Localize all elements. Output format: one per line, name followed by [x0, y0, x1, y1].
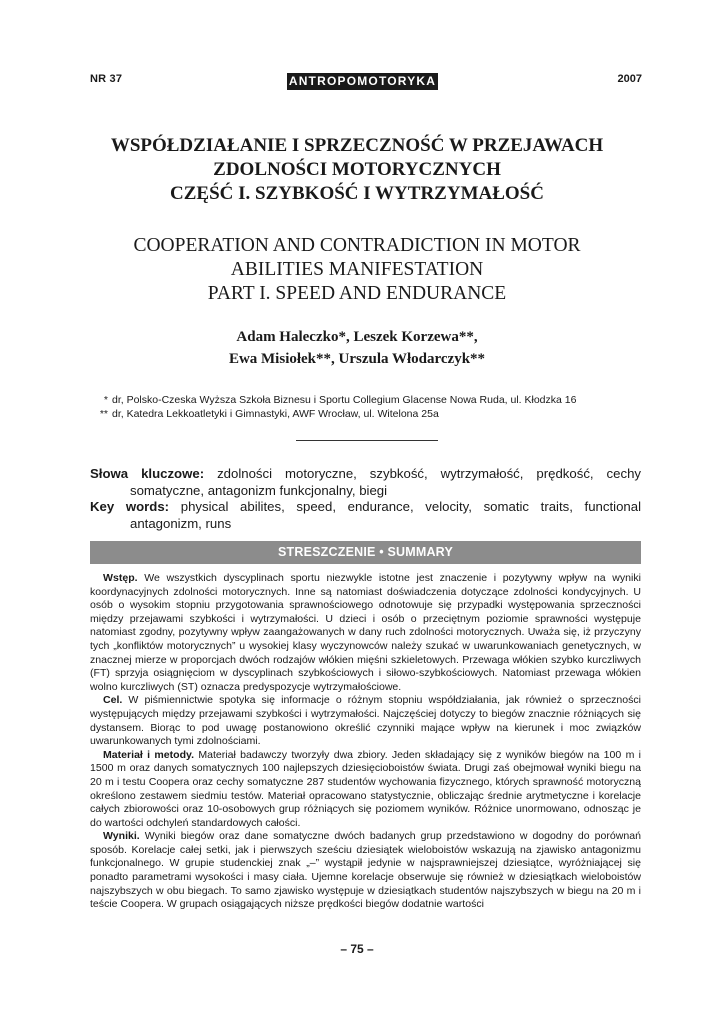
keywords-en-label: Key words:: [90, 499, 170, 514]
section-text: Materiał badawczy tworzyły dwa zbiory. Jeden składający się z wyników biegów na 100 m i 1500 m oraz danych somatycznych 100 najlepszych dziesięcioboistów świata. Drugi zaś obejmował wyniki biegu na 20 m i testu Coopera oraz cechy somatyczne 287 studentów wychowania fizycznego, których sprawność motoryczną określono zestawem siedmiu testów. Materiał opracowano statystycznie, obliczając średnie arytmetyczne i korelacje całych zbiorowości oraz 10-osobowych grup różniących się poziomem wyników. Różnice unormowano, odnosząc je do wartości odchyleń standardowych całości.: [90, 748, 641, 829]
affiliation: [88, 407, 576, 421]
title-en-line: ABILITIES MANIFESTATION: [230, 259, 484, 280]
affiliations: [88, 393, 576, 421]
section-label: Wyniki.: [103, 830, 140, 843]
affiliation-mark: *: [103, 394, 108, 406]
title-pl-line: CZĘŚĆ I. SZYBKOŚĆ I WYTRZYMAŁOŚĆ: [170, 183, 544, 204]
summary-heading: STRESZCZENIE • SUMMARY: [90, 541, 641, 564]
keywords-en-text: physical abilites, speed, endurance, velocity, somatic traits, functional antagonizm, runs: [130, 499, 641, 531]
affiliation-text: dr, Polsko-Czeska Wyższa Szkoła Biznesu i Sportu Collegium Glacense Nowa Ruda, ul. Kłodzka 16: [112, 394, 577, 406]
separator-rule: [296, 440, 438, 441]
keywords-polish: [90, 466, 641, 499]
author-line: Adam Haleczko*, Leszek Korzewa**,: [236, 329, 478, 345]
section-text: W piśmiennictwie spotyka się informacje o różnym stopniu współdziałania, jak również o sprzeczności występujących między przejawami szybkości i wytrzymałości. Najczęściej dotyczy to biegów znacznie różniących się dystansem. Biorąc to pod uwagę postanowiono określić czynniki mające wpływ na kierunek i moc związków uwarunkowanych tymi zdolnościami.: [90, 694, 641, 748]
keywords-english: [90, 499, 641, 532]
abstract-paragraph-aim: [90, 694, 641, 748]
keywords-block: [90, 466, 641, 532]
keywords-pl-text: zdolności motoryczne, szybkość, wytrzymałość, prędkość, cechy somatyczne, antagonizm funkcjonalny, biegi: [130, 466, 641, 498]
journal-name: ANTROPOMOTORYKA: [288, 74, 437, 88]
author-list: [60, 326, 654, 370]
affiliation: [88, 393, 576, 407]
abstract-paragraph-results: [90, 830, 641, 912]
affiliation-text: dr, Katedra Lekkoatletyki i Gimnastyki, AWF Wrocław, ul. Witelona 25a: [112, 408, 439, 420]
publication-year: 2007: [617, 73, 642, 85]
title-pl-line: WSPÓŁDZIAŁANIE I SPRZECZNOŚĆ W PRZEJAWACH: [110, 135, 604, 156]
section-text: Wyniki biegów oraz dane somatyczne dwóch badanych grup przedstawiono w dogodny do porównań sposób. Korelacje całej setki, jak i pierwszych sześciu dziesiątek wieloboistów wskazują na zjawisko antagonizmu funkcjonalnego. W grupie studenckiej znak „–” wystąpił jedynie w najsprawniejszej dziesiątce, wyróżniającej się ponadto parametrami wysokości i masy ciała. Ujemne korelacje obserwuje się również w dziesiątkach wieloboistów najszybszych w obu biegach. To samo zjawisko występuje w dziesiątkach studentów najszybszych w biegu na 20 m i teście Coopera. W grupach osiągających niższe prędkości biegów dodatnie wartości: [90, 830, 641, 911]
abstract-paragraph-introduction: [90, 572, 641, 694]
keywords-pl-label: Słowa kluczowe:: [90, 466, 205, 481]
author-line: Ewa Misiołek**, Urszula Włodarczyk**: [228, 351, 486, 367]
title-polish: [60, 134, 654, 206]
page-number: – 75 –: [340, 942, 374, 956]
title-en-line: PART I. SPEED AND ENDURANCE: [207, 283, 507, 304]
abstract: [90, 572, 641, 912]
section-label: Cel.: [103, 694, 123, 707]
section-label: Wstęp.: [103, 572, 138, 584]
section-text: We wszystkich dyscyplinach sportu niezwykle istotne jest znaczenie i pozytywny wpływ na wyniki koordynacyjnych zdolności motorycznych. Inne są natomiast doświadczenia dotyczące zdolności kondycyjnych. U osób o wysokim stopniu przygotowania sprawnościowego odnotowuje się przypadki występowania sprzeczności między przejawami szybkości i wytrzymałości. U dzieci i osób o przeciętnym poziomie sprawności występuje natomiast zgodny, pozytywny wpływ zaangażowanych w dany ruch zdolności motorycznych. Uważa się, iż przyczyny tych „konfliktów motorycznych” u wysokiej klasy wyczynowców należy szukać w uwarunkowaniach genetycznych, w znacznej mierze w proporcjach dwóch rodzajów włókien mięśni szkieletowych. Przewaga włókien szybko kurczliwych (FT) sprzyja osiągnięciom w dyscyplinach szybkościowych i siłowo-szybkościowych. Natomiast przewaga włókien wolno kurczliwych (ST) oznacza predyspozycje wytrzymałościowe.: [90, 572, 641, 693]
title-pl-line: ZDOLNOŚCI MOTORYCZNYCH: [213, 159, 501, 180]
abstract-paragraph-methods: [90, 749, 641, 831]
affiliation-mark: **: [99, 408, 108, 420]
section-label: Materiał i metody.: [103, 748, 195, 761]
title-english: [60, 234, 654, 306]
title-en-line: COOPERATION AND CONTRADICTION IN MOTOR: [133, 235, 581, 256]
issue-number: NR 37: [90, 73, 123, 85]
